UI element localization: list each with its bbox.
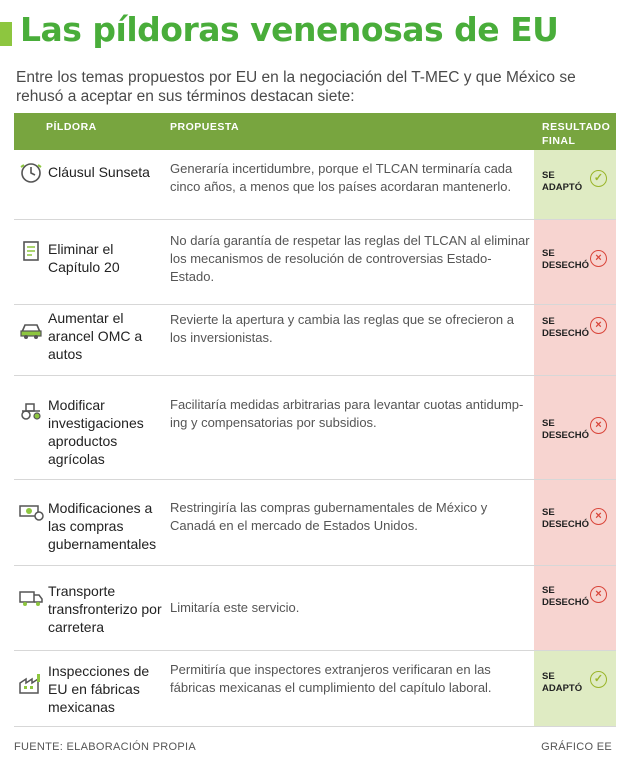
pill-proposal: Restringiría las compras gubernamentales de México y Canadá en el mercado de Estados Unidos. <box>170 500 488 533</box>
money-icon <box>18 500 44 522</box>
pill-name: Modificaciones a las compras gubernamentales <box>48 500 157 552</box>
credit-note: GRÁFICO EE <box>541 741 612 753</box>
tractor-icon <box>18 399 44 421</box>
pill-name: Cláusul Sunseta <box>48 164 150 180</box>
pill-name: Transporte transfronterizo por carretera <box>48 583 162 635</box>
source-note: FUENTE: ELABORACIÓN PROPIA <box>14 741 197 753</box>
x-circle-icon: × <box>590 508 607 525</box>
pill-name: Aumentar el arancel OMC a autos <box>48 310 143 362</box>
result-cell <box>534 150 616 219</box>
pill-proposal: Generaría incertidumbre, porque el TLCAN terminaría cada cinco años, a menos que los países acordaran mantenerlo. <box>170 161 513 194</box>
result-cell <box>534 220 616 304</box>
pill-proposal: No daría garantía de respetar las reglas del TLCAN al eliminar los mecanismos de resolución de controversias Estado-Estado. <box>170 233 530 284</box>
table-row <box>14 566 616 651</box>
result-cell <box>534 480 616 565</box>
x-circle-icon: × <box>590 317 607 334</box>
result-label: SE ADAPTÓ <box>542 671 583 694</box>
pill-proposal: Limitaría este servicio. <box>170 600 300 615</box>
table-row <box>14 220 616 305</box>
clock-icon <box>18 162 44 184</box>
result-cell <box>534 566 616 650</box>
table-row <box>14 651 616 727</box>
result-cell <box>534 305 616 375</box>
x-circle-icon: × <box>590 586 607 603</box>
table-row <box>14 305 616 376</box>
table-row <box>14 376 616 480</box>
table-row <box>14 480 616 566</box>
check-icon: ✓ <box>590 170 607 187</box>
pill-proposal: Permitiría que inspectores extranjeros verificaran en las fábricas mexicanas el cumplimiento del capítulo laboral. <box>170 662 492 695</box>
factory-icon <box>18 673 44 695</box>
pill-name: Modificar investigaciones aproductos agrícolas <box>48 397 144 467</box>
pill-proposal: Facilitaría medidas arbitrarias para levantar cuotas antidump-ing y compensatorias por subsidios. <box>170 397 524 430</box>
result-label: SE ADAPTÓ <box>542 170 583 193</box>
pill-name: Inspecciones de EU en fábricas mexicanas <box>48 663 150 715</box>
result-cell <box>534 651 616 726</box>
pills-table <box>14 113 616 727</box>
page-title: Las píldoras venenosas de EU <box>20 10 559 49</box>
table-header <box>14 113 616 150</box>
x-circle-icon: × <box>590 417 607 434</box>
table-row <box>14 150 616 220</box>
result-label: SE DESECHÓ <box>542 585 589 608</box>
pill-proposal: Revierte la apertura y cambia las reglas que se ofrecieron a los inversionistas. <box>170 312 514 345</box>
pill-name: Eliminar el Capítulo 20 <box>48 241 120 275</box>
result-cell <box>534 376 616 479</box>
header-pildora: PÍLDORA <box>46 121 97 133</box>
result-label: SE DESECHÓ <box>542 248 589 271</box>
x-circle-icon: × <box>590 250 607 267</box>
title-accent-bar <box>0 22 12 46</box>
car-icon <box>18 318 44 340</box>
check-icon: ✓ <box>590 671 607 688</box>
result-label: SE DESECHÓ <box>542 507 589 530</box>
result-label: SE DESECHÓ <box>542 418 589 441</box>
document-icon <box>18 240 44 262</box>
intro-text: Entre los temas propuestos por EU en la negociación del T-MEC y que México se rehusó a aceptar en sus términos destacan siete: <box>16 69 576 105</box>
header-resultado: RESULTADO FINAL <box>542 121 611 147</box>
result-label: SE DESECHÓ <box>542 316 589 339</box>
header-propuesta: PROPUESTA <box>170 121 240 133</box>
truck-icon <box>18 587 44 609</box>
